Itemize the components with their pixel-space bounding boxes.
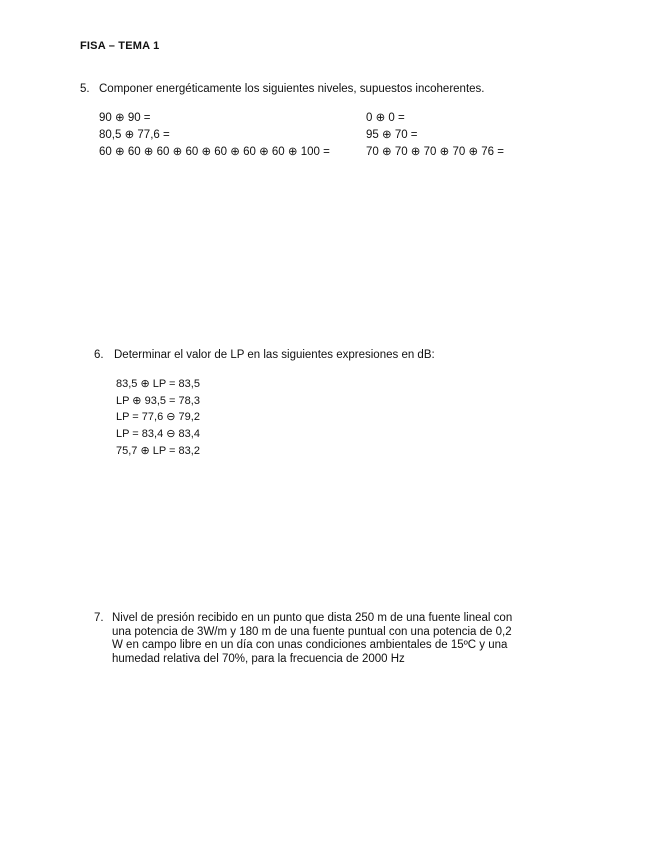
question-6-title [94, 348, 435, 362]
question-7-number: 7. [94, 612, 104, 624]
question-6-number: 6. [94, 349, 104, 361]
q5-expression-left-1: 90 ⊕ 90 = [99, 112, 151, 124]
q6-expression-1: 83,5 ⊕ LP = 83,5 [116, 378, 200, 390]
q5-expression-right-1: 0 ⊕ 0 = [366, 112, 405, 124]
question-7-line: humedad relativa del 70%, para la frecuencia de 2000 Hz [112, 652, 405, 665]
document-header: FISA – TEMA 1 [80, 40, 160, 52]
question-6-text: Determinar el valor de LP en las siguientes expresiones en dB: [114, 349, 435, 361]
question-5-number: 5. [80, 83, 90, 95]
question-5-text: Componer energéticamente los siguientes niveles, supuestos incoherentes. [99, 83, 485, 95]
q6-expression-4: LP = 83,4 ⊖ 83,4 [116, 428, 200, 440]
q5-expression-left-2: 80,5 ⊕ 77,6 = [99, 129, 170, 141]
question-7-line: W en campo libre en un día con unas condiciones ambientales de 15ºC y una [112, 639, 508, 651]
q5-expression-right-2: 95 ⊕ 70 = [366, 129, 418, 141]
q6-expression-3: LP = 77,6 ⊖ 79,2 [116, 411, 200, 423]
question-7-line: Nivel de presión recibido en un punto que dista 250 m de una fuente lineal con [112, 612, 513, 624]
q6-expression-2: LP ⊕ 93,5 = 78,3 [116, 395, 200, 407]
question-5-title [80, 82, 484, 96]
q6-expression-5: 75,7 ⊕ LP = 83,2 [116, 445, 200, 457]
q5-expression-left-3: 60 ⊕ 60 ⊕ 60 ⊕ 60 ⊕ 60 ⊕ 60 ⊕ 60 ⊕ 100 = [99, 146, 330, 158]
q5-expression-right-3: 70 ⊕ 70 ⊕ 70 ⊕ 70 ⊕ 76 = [366, 146, 504, 158]
question-7-line: una potencia de 3W/m y 180 m de una fuente puntual con una potencia de 0,2 [112, 625, 512, 638]
question-7-text [112, 612, 532, 666]
